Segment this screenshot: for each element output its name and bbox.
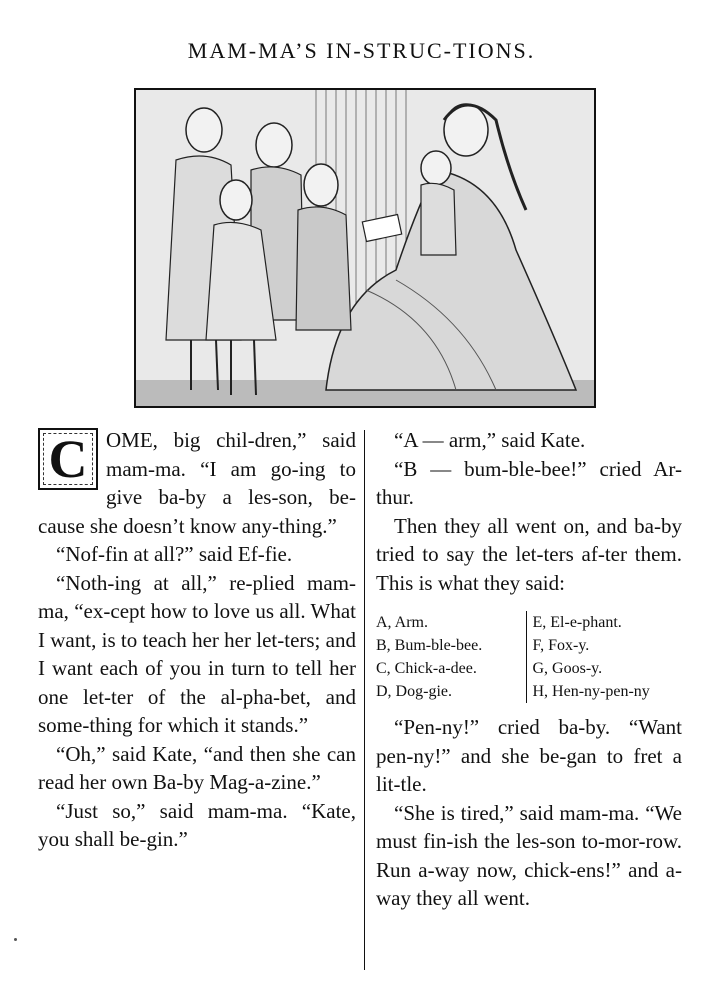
paragraph: “Pen-ny!” cried ba-by. “Want pen-ny!” and she be-gan to fret a lit-tle. [376,715,682,796]
alphabet-entry: A, Arm. [376,614,428,631]
column-divider [364,430,365,970]
paragraph: “A — arm,” said Kate. [394,428,586,452]
alphabet-entry: G, Goos-y. [532,660,603,677]
engraving-illustration [134,88,596,408]
right-column [376,426,682,913]
alphabet-entry: D, Dog-gie. [376,683,452,700]
paragraph: “Noth-ing at all,” re-plied mam-ma, “ex-cept how to love us all. What I want, is to teach her her let-ters; and I want each of you in turn to tell her one let-ter of the al-pha-bet, and some-thing for which it stands.” [38,570,356,737]
alphabet-entry: E, El-e-phant. [532,614,622,631]
alphabet-entry: F, Fox-y. [532,637,590,654]
paragraph: “Oh,” said Kate, “and then she can read her own Ba-by Mag-a-zine.” [38,741,356,794]
paragraph: Then they all went on, and ba-by tried to say the let-ters af-ter them. This is what they said: [376,513,682,595]
left-column [38,426,356,854]
paragraph: “B — bum-ble-bee!” cried Ar-thur. [376,456,682,509]
alphabet-entry: H, Hen-ny-pen-ny [532,683,650,700]
paragraph: “She is tired,” said mam-ma. “We must fin-ish the les-son to-mor-row. Run a-way now, chick-ens!” and a-way they all went. [376,800,682,910]
alphabet-entry: B, Bum-ble-bee. [376,637,483,654]
opening-paragraph [38,426,356,540]
alphabet-column-right [526,611,683,703]
alphabet-column-left [376,611,526,703]
paragraph: “Nof-fin at all?” said Ef-fie. [56,542,293,566]
dropcap-c-icon: C [38,428,98,490]
paragraph: “Just so,” said mam-ma. “Kate, you shall be-gin.” [38,798,356,851]
page-title: MAM-MA’S IN-STRUC-TIONS. [187,38,536,63]
alphabet-entry: C, Chick-a-dee. [376,660,477,677]
engraving-mother-reading-icon [136,90,594,406]
opening-paragraph-text: OME, big chil-dren,” said mam-ma. “I am go-ing to give ba-by a les-son, be-cause she doesn’t know any-thing.” [38,428,356,538]
alphabet-table [376,611,682,703]
scan-speck [14,938,17,941]
